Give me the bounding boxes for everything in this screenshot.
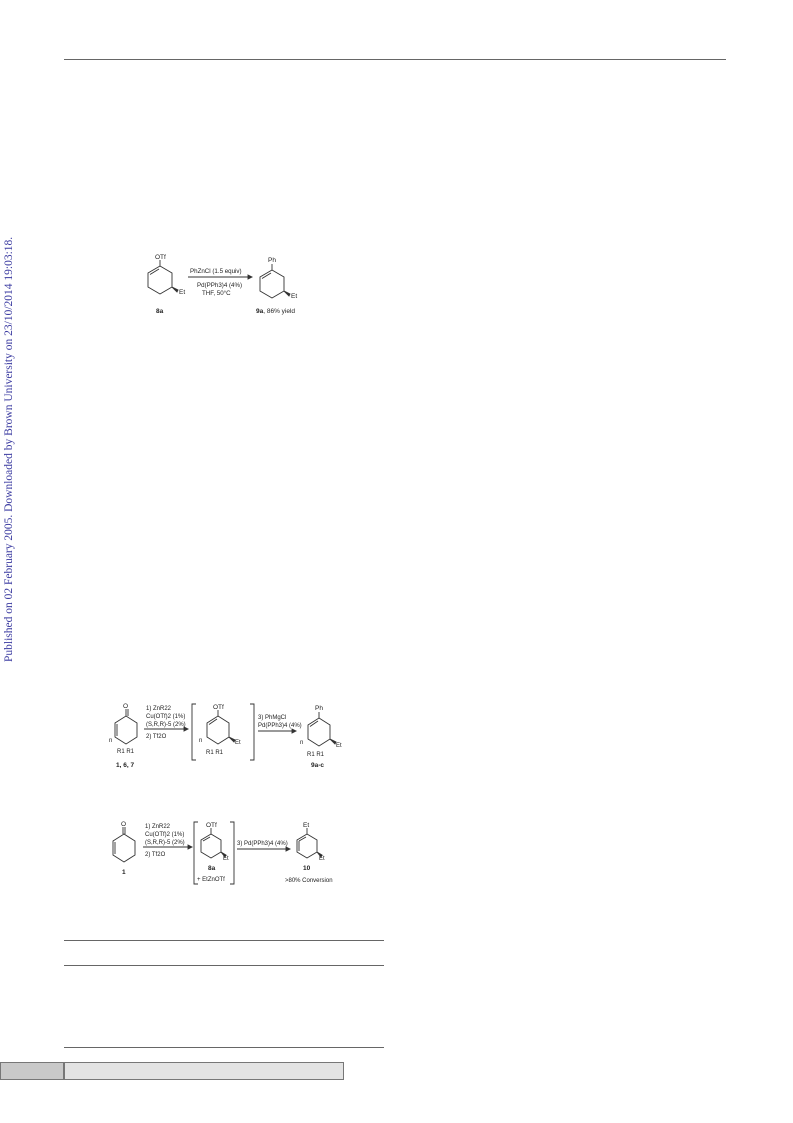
scheme2-int-sub: Et [235,740,241,746]
scheme2-sm-n: n [109,738,113,744]
scheme1-sm-group: OTf [155,254,166,261]
table-top-rule [64,940,384,941]
scheme2-pr-group: Ph [315,705,323,712]
scheme2-sm-label: 1, 6, 7 [116,762,135,769]
scheme3-int-sub: Et [223,856,229,862]
scheme3-sm-structure [113,827,135,862]
scheme1-pr-group: Ph [268,257,276,264]
scheme2-step-3: 3) PhMgCl [258,715,287,721]
scheme3-pr-label: 10 [303,865,311,872]
scheme2-pr-label: 9a-c [311,762,325,769]
scheme3-pr-group: Et [303,822,310,829]
table-mid-rule [64,965,384,966]
footer-journal-bar [64,1062,344,1080]
scheme2-pr-sub: Et [336,743,342,749]
scheme2-pr-structure [308,712,336,746]
scheme-3 [110,818,350,892]
scheme3-sm-label: 1 [122,869,126,876]
scheme3-sm-group: O [121,821,127,828]
scheme1-pr-sub: Et [291,293,298,300]
scheme3-int-label: 8a [208,865,216,872]
scheme3-brackets [194,822,234,884]
scheme3-int-extra: + EtZnOTf [197,877,225,883]
scheme1-pr-yield: , 86% yield [263,308,296,315]
scheme2-pr-n: n [300,740,304,746]
scheme1-sm-sub: Et [179,289,186,296]
scheme1-sm-structure [148,260,178,294]
scheme2-arrow-2 [258,729,296,733]
scheme1-arrow [188,275,252,279]
scheme2-step-2: 2) Tf2O [146,734,167,740]
scheme2-step-1b: Cu(OTf)2 (1%) [146,714,186,720]
scheme3-step-1b: Cu(OTf)2 (1%) [145,832,185,838]
scheme3-step-1: 1) ZnR22 [145,824,171,830]
scheme1-pr-caption [256,308,295,315]
scheme2-sm-structure [115,709,137,744]
scheme2-step-1c: (S,R,R)-5 (2%) [146,722,186,728]
scheme2-int-r: R1 R1 [206,750,224,756]
scheme3-arrow-2 [237,847,290,851]
scheme2-int-n: n [199,738,203,744]
scheme2-pr-r: R1 R1 [307,752,325,758]
scheme-1 [130,252,330,324]
scheme1-product-structure [260,264,290,298]
footer-page-box [0,1062,64,1080]
scheme3-step-2: 2) Tf2O [145,852,166,858]
scheme2-step-3b: Pd(PPh3)4 (4%) [258,723,302,729]
scheme1-sm-label: 8a [156,308,164,315]
scheme2-sm-group: O [123,703,129,710]
scheme2-step-1: 1) ZnR22 [146,706,172,712]
scheme1-pr-label: 9a [256,308,264,315]
scheme3-pr-conv: >80% Conversion [285,878,333,884]
table-bottom-rule [64,1047,384,1048]
scheme-2 [100,700,360,786]
scheme2-sm-r: R1 R1 [117,749,135,755]
scheme3-step-3: 3) Pd(PPh3)4 (4%) [237,841,288,847]
scheme3-int-structure [201,828,226,858]
scheme2-int-structure [207,710,235,744]
scheme2-int-group: OTf [213,704,224,711]
scheme3-pr-sub: Et [319,856,325,862]
scheme1-reagent-1: PhZnCl (1.5 equiv) [190,268,242,275]
scheme1-reagent-3: THF, 50°C [202,290,231,297]
scheme1-reagent-2: Pd(PPh3)4 (4%) [197,282,243,289]
download-watermark: Published on 02 February 2005. Downloaded by Brown University on 23/10/2014 19:03:18. [3,236,15,662]
header-rule [64,59,726,60]
scheme3-step-1c: (S,R,R)-5 (2%) [145,840,185,846]
scheme3-pr-structure [297,828,322,858]
scheme3-int-group: OTf [206,822,217,829]
